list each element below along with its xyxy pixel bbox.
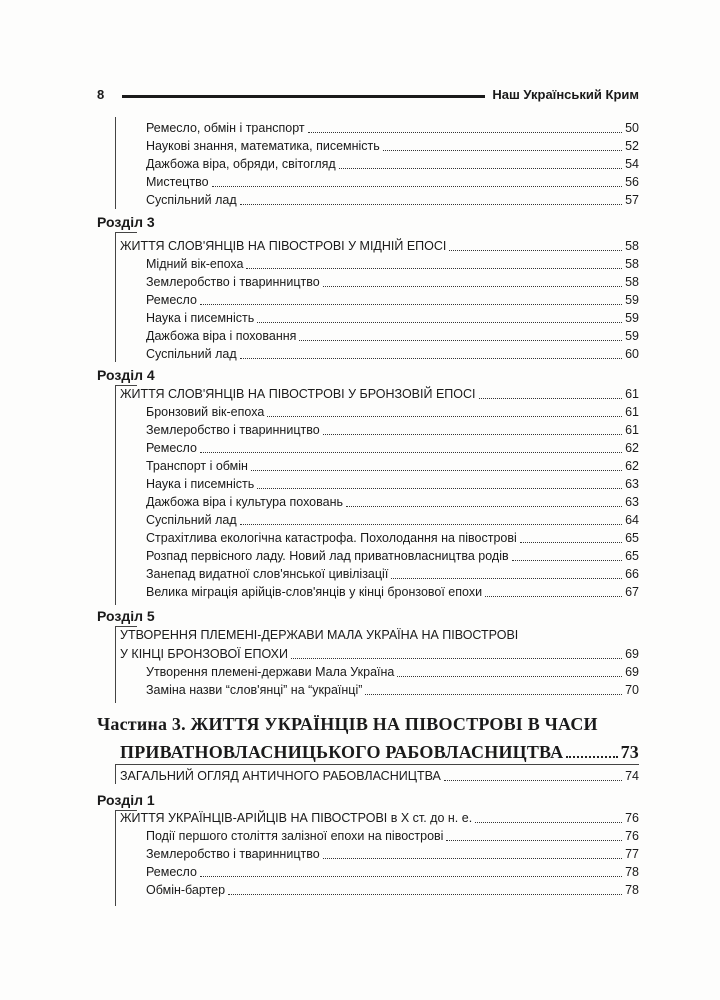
toc-entry-title: Ремесло, обмін і транспорт (146, 121, 305, 135)
toc-entry[interactable] (146, 254, 639, 272)
leader-dots (346, 506, 622, 507)
book-title: Наш Український Крим (492, 87, 639, 102)
toc-entry-title: Землеробство і тваринництво (146, 847, 320, 861)
toc-entry[interactable] (146, 862, 639, 880)
toc-entry[interactable] (146, 420, 639, 438)
leader-dots (257, 322, 622, 323)
toc-entry-page: 62 (625, 459, 639, 473)
toc-entry[interactable] (146, 154, 639, 172)
toc-entry-page: 69 (625, 665, 639, 679)
toc-entry-page: 50 (625, 121, 639, 135)
toc-entry-title: Суспільний лад (146, 193, 237, 207)
part-entry[interactable] (120, 739, 639, 763)
toc-entry[interactable] (146, 880, 639, 898)
toc-entry-page: 52 (625, 139, 639, 153)
part-page: 73 (620, 742, 639, 762)
toc-entry-page: 59 (625, 311, 639, 325)
toc-entry-page: 77 (625, 847, 639, 861)
leader-dots (240, 358, 622, 359)
toc-entry-page: 76 (625, 811, 639, 825)
toc-entry-title: Заміна назви “слов'янці” на “українці” (146, 683, 363, 697)
leader-dots (566, 756, 617, 758)
toc-entry-main[interactable] (120, 384, 639, 402)
bracket-line (115, 626, 116, 703)
toc-entry[interactable] (146, 326, 639, 344)
bracket-line (115, 764, 116, 784)
toc-entry-title: Транспорт і обмін (146, 459, 248, 473)
toc-entry-page: 76 (625, 829, 639, 843)
toc-entry[interactable] (146, 438, 639, 456)
bracket-line (115, 385, 116, 605)
toc-entry[interactable] (146, 510, 639, 528)
leader-dots (228, 894, 622, 895)
toc-entry-page: 58 (625, 257, 639, 271)
toc-entry[interactable] (146, 492, 639, 510)
toc-entry[interactable] (146, 456, 639, 474)
toc-entry[interactable] (146, 546, 639, 564)
toc-entry-page: 59 (625, 293, 639, 307)
leader-dots (246, 268, 622, 269)
toc-entry[interactable] (146, 826, 639, 844)
toc-entry-title: Наука і писемність (146, 477, 255, 491)
leader-dots (446, 840, 622, 841)
toc-entry[interactable] (146, 272, 639, 290)
toc-entry-title: Дажбожа віра, обряди, світогляд (146, 157, 336, 171)
leader-dots (200, 304, 622, 305)
leader-dots (520, 542, 622, 543)
leader-dots (291, 658, 622, 659)
page-number: 8 (97, 87, 105, 102)
leader-dots (444, 780, 622, 781)
toc-entry[interactable] (146, 136, 639, 154)
leader-dots (200, 876, 622, 877)
leader-dots (200, 452, 622, 453)
toc-entry[interactable] (146, 172, 639, 190)
toc-entry-title: Занепад видатної слов'янської цивілізації (146, 567, 389, 581)
running-header (97, 87, 639, 107)
toc-entry-title: Розпад первісного ладу. Новий лад приватновласництва родів (146, 549, 509, 563)
toc-entry-main[interactable] (120, 766, 639, 784)
leader-dots (323, 286, 622, 287)
toc-entry-title: ЖИТТЯ УКРАЇНЦІВ-АРІЙЦІВ НА ПІВОСТРОВІ в X ст. до н. е. (120, 811, 473, 825)
toc-entry[interactable] (146, 474, 639, 492)
toc-entry-page: 60 (625, 347, 639, 361)
bracket-line (115, 810, 116, 906)
toc-entry-main[interactable] (120, 236, 639, 254)
toc-entry-page: 65 (625, 531, 639, 545)
toc-entry[interactable] (146, 844, 639, 862)
leader-dots (299, 340, 622, 341)
leader-dots (212, 186, 623, 187)
toc-entry-page: 74 (625, 769, 639, 783)
toc-entry[interactable] (146, 680, 639, 698)
leader-dots (240, 524, 622, 525)
toc-entry[interactable] (146, 344, 639, 362)
leader-dots (323, 434, 622, 435)
toc-entry-page: 57 (625, 193, 639, 207)
leader-dots (397, 676, 622, 677)
toc-entry-title: Утворення племені-держави Мала Україна (146, 665, 395, 679)
part-title-line2: ПРИВАТНОВЛАСНИЦЬКОГО РАБОВЛАСНИЦТВА (120, 742, 564, 762)
toc-entry[interactable] (146, 190, 639, 208)
toc-entry-title: Велика міграція арійців-слов'янців у кінці бронзової епохи (146, 585, 483, 599)
toc-entry-title: Ремесло (146, 441, 197, 455)
toc-entry-page: 61 (625, 423, 639, 437)
toc-entry-page: 61 (625, 405, 639, 419)
toc-entry-title: Землеробство і тваринництво (146, 275, 320, 289)
toc-entry-title: Дажбожа віра і культура поховань (146, 495, 343, 509)
toc-entry-page: 65 (625, 549, 639, 563)
leader-dots (251, 470, 622, 471)
header-rule (122, 95, 485, 98)
toc-entry[interactable] (146, 402, 639, 420)
toc-entry-page: 66 (625, 567, 639, 581)
leader-dots (308, 132, 622, 133)
toc-entry-page: 54 (625, 157, 639, 171)
toc-entry-title: Страхітлива екологічна катастрофа. Похолодання на півострові (146, 531, 517, 545)
toc-entry-page: 62 (625, 441, 639, 455)
toc-entry-title: У КІНЦІ БРОНЗОВОЇ ЕПОХИ (120, 647, 288, 661)
toc-entry-title: Ремесло (146, 293, 197, 307)
leader-dots (267, 416, 622, 417)
bracket-line (115, 117, 116, 209)
toc-entry-page: 63 (625, 477, 639, 491)
toc-entry-title: ЗАГАЛЬНИЙ ОГЛЯД АНТИЧНОГО РАБОВЛАСНИЦТВА (120, 769, 441, 783)
toc-entry-title: Землеробство і тваринництво (146, 423, 320, 437)
toc-entry-main-line1[interactable]: УТВОРЕННЯ ПЛЕМЕНІ-ДЕРЖАВИ МАЛА УКРАЇНА НА ПІВОСТРОВІ (120, 628, 519, 642)
toc-entry-title: ЖИТТЯ СЛОВ'ЯНЦІВ НА ПІВОСТРОВІ У БРОНЗОВІЙ ЕПОСІ (120, 387, 476, 401)
toc-entry-title: Суспільний лад (146, 513, 237, 527)
leader-dots (485, 596, 622, 597)
section-heading: Розділ 4 (97, 367, 155, 383)
bracket-line (115, 232, 137, 233)
toc-entry-page: 64 (625, 513, 639, 527)
leader-dots (365, 694, 622, 695)
section-heading: Розділ 5 (97, 608, 155, 624)
leader-dots (323, 858, 622, 859)
leader-dots (240, 204, 622, 205)
leader-dots (475, 822, 622, 823)
toc-entry-title: Суспільний лад (146, 347, 237, 361)
toc-entry[interactable] (146, 290, 639, 308)
leader-dots (257, 488, 622, 489)
toc-entry-title: Наука і писемність (146, 311, 255, 325)
toc-entry-title: Бронзовий вік-епоха (146, 405, 265, 419)
bracket-line (115, 232, 116, 362)
toc-entry-title: Ремесло (146, 865, 197, 879)
toc-entry-main[interactable] (120, 808, 639, 826)
toc-entry-main[interactable] (120, 644, 639, 662)
toc-entry-title: ЖИТТЯ СЛОВ'ЯНЦІВ НА ПІВОСТРОВІ У МІДНІЙ ЕПОСІ (120, 239, 447, 253)
toc-entry[interactable] (146, 662, 639, 680)
toc-entry-title: Наукові знання, математика, писемність (146, 139, 380, 153)
toc-entry[interactable] (146, 308, 639, 326)
toc-entry-title: Події першого століття залізної епохи на півострові (146, 829, 444, 843)
toc-entry[interactable] (146, 564, 639, 582)
toc-entry[interactable] (146, 582, 639, 600)
section-heading: Розділ 3 (97, 214, 155, 230)
leader-dots (383, 150, 622, 151)
toc-entry-title: Мистецтво (146, 175, 209, 189)
section-heading: Розділ 1 (97, 792, 155, 808)
toc-entry-page: 59 (625, 329, 639, 343)
toc-entry-page: 70 (625, 683, 639, 697)
toc-entry-title: Дажбожа віра і поховання (146, 329, 297, 343)
toc-entry-title: Обмін-бартер (146, 883, 226, 897)
toc-entry[interactable] (146, 528, 639, 546)
toc-entry[interactable] (146, 118, 639, 136)
toc-entry-page: 67 (625, 585, 639, 599)
toc-entry-title: Мідний вік-епоха (146, 257, 244, 271)
toc-entry-page: 56 (625, 175, 639, 189)
toc-entry-page: 69 (625, 647, 639, 661)
toc-entry-page: 61 (625, 387, 639, 401)
toc-entry-page: 63 (625, 495, 639, 509)
leader-dots (339, 168, 622, 169)
toc-entry-page: 58 (625, 275, 639, 289)
toc-entry-page: 78 (625, 883, 639, 897)
leader-dots (512, 560, 622, 561)
leader-dots (479, 398, 623, 399)
toc-entry-page: 78 (625, 865, 639, 879)
leader-dots (391, 578, 622, 579)
toc-entry-page: 58 (625, 239, 639, 253)
leader-dots (449, 250, 622, 251)
part-title-line1[interactable]: Частина 3. ЖИТТЯ УКРАЇНЦІВ НА ПІВОСТРОВІ В ЧАСИ (97, 714, 598, 734)
